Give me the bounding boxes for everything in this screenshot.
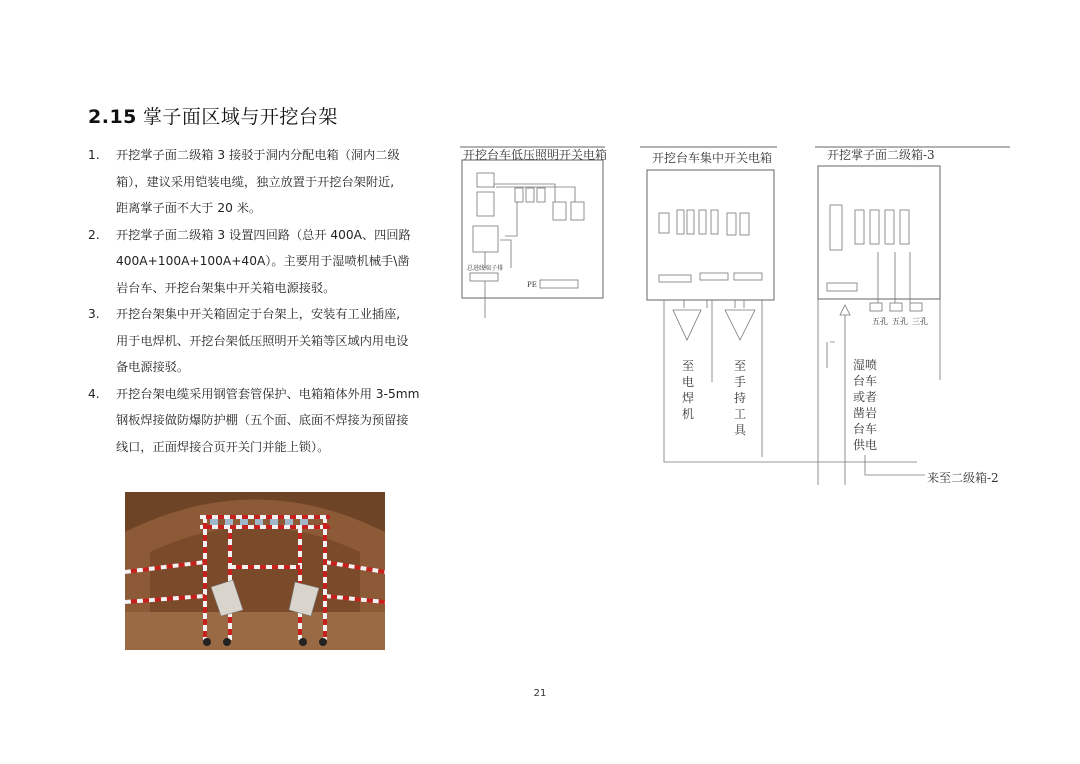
jumbo-line: 台车 bbox=[853, 374, 878, 388]
box1-terminal-label: 总进线端子排 bbox=[467, 265, 504, 272]
page-number: 21 bbox=[533, 688, 547, 699]
list-item-line: 用于电焊机、开挖台架低压照明开关箱等区域内用电设 bbox=[116, 333, 409, 348]
vertical-char: 手 bbox=[734, 375, 747, 389]
list-item-line: 岩台车、开挖台架集中开关箱电源接驳。 bbox=[116, 280, 336, 295]
from-box-label: 来至二级箱-2 bbox=[927, 471, 999, 485]
box3-title: 开挖掌子面二级箱-3 bbox=[827, 148, 935, 162]
list-item-line: 线口，正面焊接合页开关门并能上锁）。 bbox=[116, 439, 330, 454]
list-item bbox=[88, 222, 448, 302]
box1-pe-label: PE bbox=[527, 281, 537, 289]
box2-title: 开挖台车集中开关电箱 bbox=[652, 151, 773, 165]
jumbo-line: 供电 bbox=[853, 438, 878, 452]
socket-label: 三孔 bbox=[912, 317, 928, 326]
vertical-char: 工 bbox=[734, 407, 747, 421]
list-item-line: 备电源接驳。 bbox=[116, 360, 190, 374]
section-heading bbox=[88, 102, 338, 129]
jumbo-line: 台车 bbox=[853, 422, 878, 436]
section-number: 2.15 bbox=[88, 106, 137, 128]
list-item bbox=[88, 301, 448, 381]
list-item-number: 4. bbox=[88, 386, 100, 401]
list-item-line: 开挖台架电缆采用钢管套管保护、电箱箱体外用 3-5mm bbox=[116, 386, 420, 401]
section-title: 掌子面区域与开挖台架 bbox=[142, 106, 338, 128]
list-item-line: 开挖台架集中开关箱固定于台架上，安装有工业插座, bbox=[116, 307, 401, 321]
list-item-line: 钢板焊接做防爆防护棚（五个面、底面不焊接为预留接 bbox=[116, 413, 409, 427]
list-item bbox=[88, 142, 448, 222]
vertical-char: 至 bbox=[734, 359, 747, 373]
vertical-char: 机 bbox=[682, 407, 695, 421]
socket-label: 五孔 bbox=[892, 317, 908, 326]
vertical-char: 焊 bbox=[682, 391, 695, 405]
box1-title: 开挖台车低压照明开关电箱 bbox=[463, 148, 608, 162]
to-welder-label bbox=[682, 359, 694, 421]
vertical-char: 电 bbox=[682, 375, 695, 389]
requirements-list bbox=[88, 142, 448, 460]
vertical-char: 具 bbox=[734, 423, 747, 437]
jumbo-line: 湿喷 bbox=[853, 358, 878, 372]
list-item-line: 距离掌子面不大于 20 米。 bbox=[116, 201, 262, 215]
list-item-line: 400A+100A+100A+40A）。主要用于湿喷机械手\凿 bbox=[116, 254, 410, 268]
list-item-number: 3. bbox=[88, 307, 100, 321]
jumbo-line: 或者 bbox=[853, 390, 878, 404]
list-item-line: 开挖掌子面二级箱 3 设置四回路（总开 400A、四回路 bbox=[116, 227, 411, 242]
socket-label: 五孔 bbox=[872, 317, 888, 326]
to-handtools-label bbox=[734, 359, 747, 437]
jumbo-line: 凿岩 bbox=[853, 406, 878, 420]
list-item-number: 1. bbox=[88, 148, 100, 162]
list-item bbox=[88, 381, 448, 461]
to-jumbo-label bbox=[853, 357, 877, 452]
tunnel-trolley-photo bbox=[125, 492, 385, 650]
vertical-char: 持 bbox=[734, 391, 747, 405]
list-item-line: 开挖掌子面二级箱 3 接驳于洞内分配电箱（洞内二级 bbox=[116, 148, 400, 162]
vertical-char: 至 bbox=[682, 359, 695, 373]
list-item-number: 2. bbox=[88, 227, 100, 242]
list-item-line: 箱），建议采用铠装电缆，独立放置于开挖台架附近, bbox=[116, 174, 395, 189]
wiring-diagram bbox=[455, 140, 1015, 495]
